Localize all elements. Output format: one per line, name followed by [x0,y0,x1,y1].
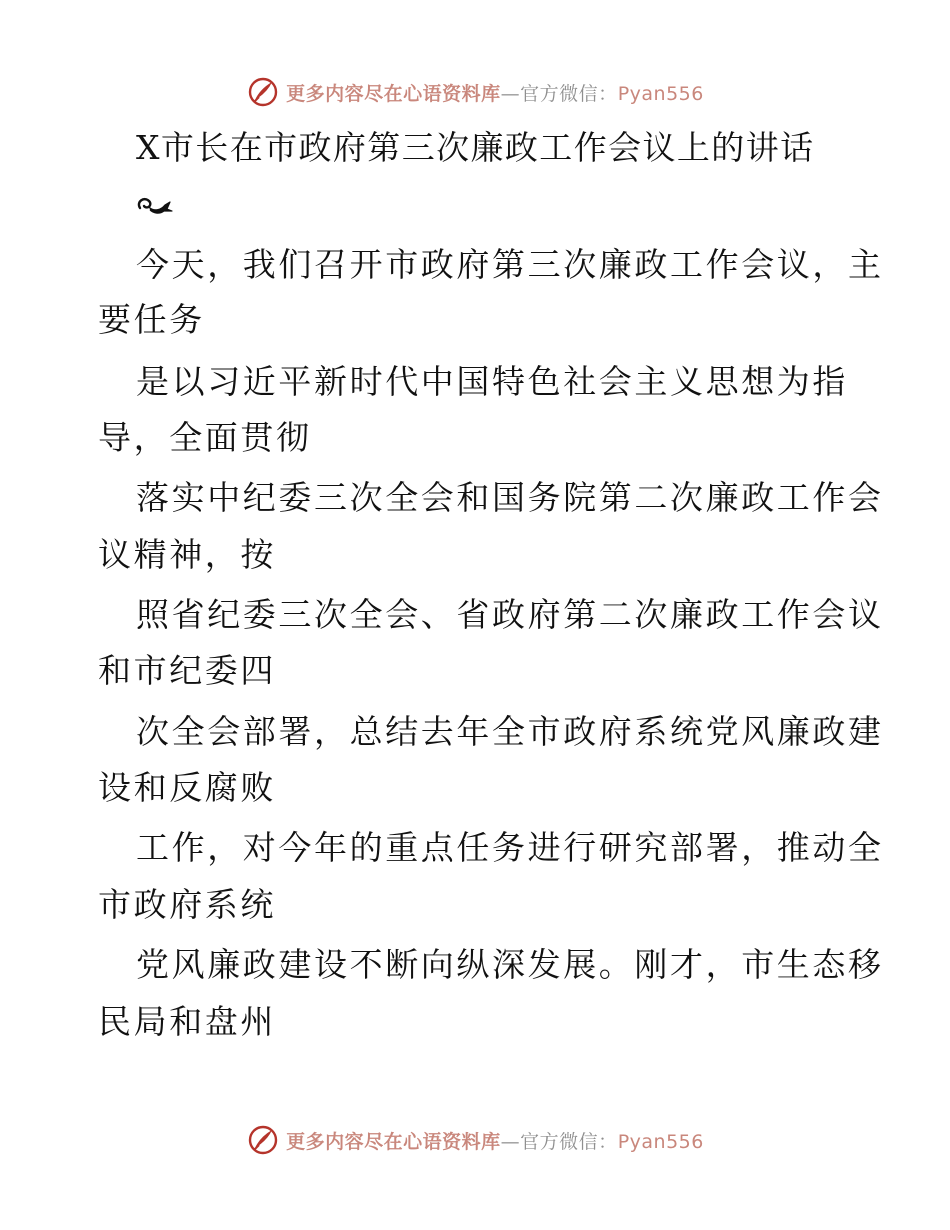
paragraph-line: 次全会部署，总结去年全市政府系统党风廉政建 [136,712,884,751]
quill-logo-icon [246,75,280,109]
watermark-id: Pyan556 [617,82,704,105]
paragraph-line: 市政府系统 [98,885,276,924]
paragraph-line: 党风廉政建设不断向纵深发展。刚才，市生态移 [136,945,884,984]
watermark-dash: — [500,82,521,105]
watermark-brand: 更多内容尽在心语资料库 [286,82,501,105]
paragraph-line: 工作，对今年的重点任务进行研究部署，推动全 [136,828,884,867]
header-watermark [0,72,950,112]
watermark-text [286,1127,704,1154]
paragraph-line: 和市纪委四 [98,651,276,690]
swirl-ornament-icon [134,192,174,218]
paragraph-line: 照省纪委三次全会、省政府第二次廉政工作会议 [136,595,884,634]
paragraph-line: 民局和盘州 [98,1002,276,1041]
quill-logo-icon [246,1123,280,1157]
paragraph-line: 落实中纪委三次全会和国务院第二次廉政工作会 [136,478,884,517]
paragraph-line: 今天，我们召开市政府第三次廉政工作会议，主 [136,245,884,284]
watermark-text [286,79,704,106]
watermark-label: 官方微信： [520,1130,618,1153]
paragraph-line: 导，全面贯彻 [98,418,312,457]
paragraph-line: 设和反腐败 [98,768,276,807]
watermark-label: 官方微信： [520,82,618,105]
watermark-brand: 更多内容尽在心语资料库 [286,1130,501,1153]
footer-watermark [0,1120,950,1160]
paragraph-line: 是以习近平新时代中国特色社会主义思想为指 [136,362,848,401]
watermark-id: Pyan556 [617,1130,704,1153]
paragraph-line: 要任务 [98,300,205,339]
paragraph-line: 议精神，按 [98,535,276,574]
document-title: X市长在市政府第三次廉政工作会议上的讲话 [136,128,815,167]
watermark-dash: — [500,1130,521,1153]
